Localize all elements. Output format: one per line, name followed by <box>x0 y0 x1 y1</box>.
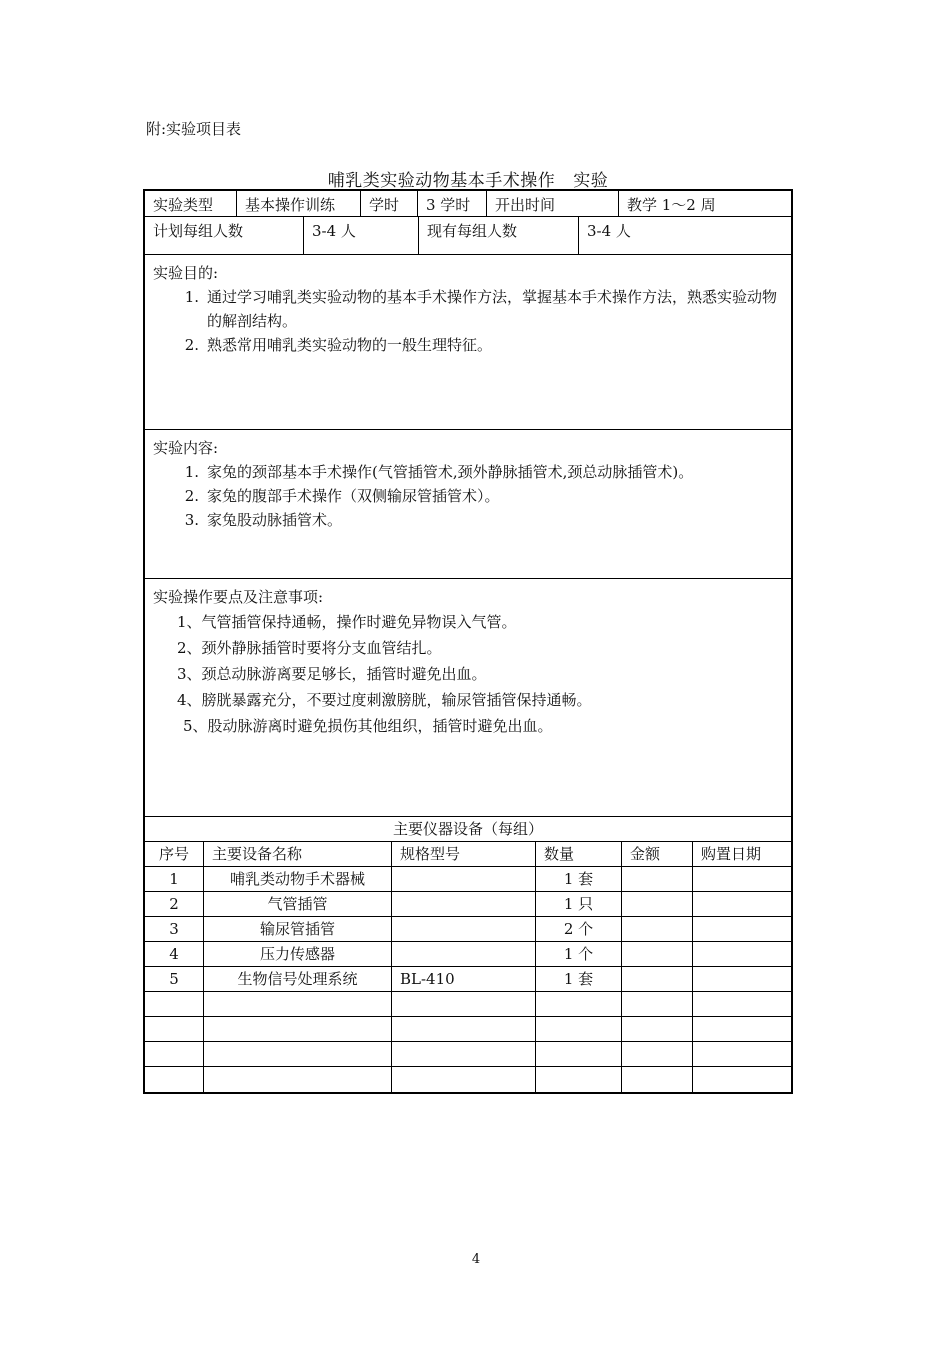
item-number: 1. <box>184 463 199 481</box>
cell-name <box>204 1042 392 1066</box>
notes-section <box>145 579 791 817</box>
cell-quantity <box>536 992 622 1016</box>
cell-name: 压力传感器 <box>204 942 392 966</box>
cell-quantity: 1 个 <box>536 942 622 966</box>
title-suffix: 实验 <box>573 171 609 191</box>
list-item: 5、股动脉游离时避免损伤其他组织，插管时避免出血。 <box>183 717 553 735</box>
cell-model: BL-410 <box>392 967 536 991</box>
cell-name: 气管插管 <box>204 892 392 916</box>
cell-amount <box>622 1042 693 1066</box>
list-item <box>153 333 783 357</box>
current-value: 3-4 人 <box>587 222 631 240</box>
cell-purchase-date <box>693 867 791 891</box>
cell-index <box>145 1067 204 1092</box>
cell-purchase-date <box>693 1042 791 1066</box>
notes-list <box>153 609 783 739</box>
item-number: 2. <box>184 487 199 505</box>
item-text: 家兔的颈部基本手术操作(气管插管术,颈外静脉插管术,颈总动脉插管术)。 <box>207 463 694 481</box>
cell-name: 哺乳类动物手术器械 <box>204 867 392 891</box>
list-item <box>153 285 783 333</box>
cell-index <box>145 1017 204 1041</box>
document-title <box>143 166 793 191</box>
content-heading: 实验内容: <box>153 439 219 457</box>
cell-purchase-date <box>693 967 791 991</box>
planned-value: 3-4 人 <box>304 217 419 254</box>
list-item <box>153 460 783 484</box>
cell-purchase-date <box>693 1067 791 1092</box>
planned-label: 计划每组人数 <box>145 217 304 254</box>
cell-quantity <box>536 1067 622 1092</box>
table-row <box>145 1067 791 1092</box>
header-model: 规格型号 <box>392 842 536 866</box>
cell-purchase-date <box>693 992 791 1016</box>
cell-amount <box>622 992 693 1016</box>
list-item <box>153 484 783 508</box>
list-item: 2、颈外静脉插管时要将分支血管结扎。 <box>177 639 442 657</box>
item-text: 家兔的腹部手术操作（双侧输尿管插管术）。 <box>207 487 500 505</box>
content-list <box>153 460 783 532</box>
table-row <box>145 1017 791 1042</box>
type-label: 实验类型 <box>145 191 237 216</box>
header-quantity: 数量 <box>536 842 622 866</box>
notes-heading: 实验操作要点及注意事项: <box>153 588 324 606</box>
cell-purchase-date <box>693 892 791 916</box>
header-amount: 金额 <box>622 842 693 866</box>
cell-name <box>204 1067 392 1092</box>
info-row-2 <box>145 217 791 255</box>
cell-quantity <box>536 1017 622 1041</box>
purpose-section <box>145 255 791 430</box>
cell-quantity <box>536 1042 622 1066</box>
item-number: 3. <box>184 511 199 529</box>
info-row-1 <box>145 191 791 217</box>
cell-name <box>204 992 392 1016</box>
content-section <box>145 430 791 579</box>
time-label: 开出时间 <box>487 191 619 216</box>
cell-quantity: 1 只 <box>536 892 622 916</box>
cell-amount <box>622 1017 693 1041</box>
cell-index: 1 <box>145 867 204 891</box>
cell-purchase-date <box>693 942 791 966</box>
purpose-heading: 实验目的: <box>153 264 219 282</box>
cell-model <box>392 917 536 941</box>
equipment-header-row <box>145 842 791 867</box>
cell-index: 3 <box>145 917 204 941</box>
time-value: 教学 1～2 周 <box>627 196 716 214</box>
item-number: 1. <box>184 288 199 306</box>
cell-name <box>204 1017 392 1041</box>
equipment-title: 主要仪器设备（每组） <box>145 817 791 842</box>
cell-model <box>392 942 536 966</box>
cell-amount <box>622 967 693 991</box>
cell-amount <box>622 867 693 891</box>
item-number: 2. <box>184 336 199 354</box>
page-prefix: 附:实验项目表 <box>146 120 242 138</box>
cell-index: 5 <box>145 967 204 991</box>
title-main: 哺乳类实验动物基本手术操作 <box>327 171 556 191</box>
cell-amount <box>622 892 693 916</box>
table-row <box>145 942 791 967</box>
cell-index: 4 <box>145 942 204 966</box>
item-text: 通过学习哺乳类实验动物的基本手术操作方法，掌握基本手术操作方法，熟悉实验动物的解剖结构。 <box>207 288 778 330</box>
page-number: 4 <box>471 1252 481 1267</box>
table-row <box>145 992 791 1017</box>
cell-quantity: 1 套 <box>536 967 622 991</box>
experiment-table <box>143 189 793 1094</box>
table-row <box>145 867 791 892</box>
list-item: 3、颈总动脉游离要足够长，插管时避免出血。 <box>177 665 487 683</box>
cell-quantity: 1 套 <box>536 867 622 891</box>
cell-name: 生物信号处理系统 <box>204 967 392 991</box>
table-row <box>145 917 791 942</box>
type-value: 基本操作训练 <box>237 191 361 216</box>
cell-model <box>392 1042 536 1066</box>
item-text: 熟悉常用哺乳类实验动物的一般生理特征。 <box>207 336 493 354</box>
cell-amount <box>622 942 693 966</box>
cell-amount <box>622 917 693 941</box>
header-purchase-date: 购置日期 <box>701 845 762 863</box>
cell-purchase-date <box>693 917 791 941</box>
item-text: 家兔股动脉插管术。 <box>207 511 343 529</box>
cell-model <box>392 892 536 916</box>
current-label: 现有每组人数 <box>419 217 579 254</box>
cell-model <box>392 1017 536 1041</box>
cell-index: 2 <box>145 892 204 916</box>
cell-purchase-date <box>693 1017 791 1041</box>
header-name: 主要设备名称 <box>204 842 392 866</box>
table-row <box>145 892 791 917</box>
list-item: 4、膀胱暴露充分，不要过度刺激膀胱，输尿管插管保持通畅。 <box>177 691 592 709</box>
cell-amount <box>622 1067 693 1092</box>
list-item <box>153 508 783 532</box>
cell-index <box>145 1042 204 1066</box>
cell-model <box>392 1067 536 1092</box>
hours-value: 3 学时 <box>418 191 487 216</box>
header-index: 序号 <box>145 842 204 866</box>
purpose-list <box>153 285 783 357</box>
table-row <box>145 1042 791 1067</box>
cell-model <box>392 992 536 1016</box>
table-row <box>145 967 791 992</box>
cell-index <box>145 992 204 1016</box>
hours-label: 学时 <box>361 191 418 216</box>
list-item: 1、气管插管保持通畅，操作时避免异物误入气管。 <box>177 613 517 631</box>
cell-name: 输尿管插管 <box>204 917 392 941</box>
cell-model <box>392 867 536 891</box>
cell-quantity: 2 个 <box>536 917 622 941</box>
